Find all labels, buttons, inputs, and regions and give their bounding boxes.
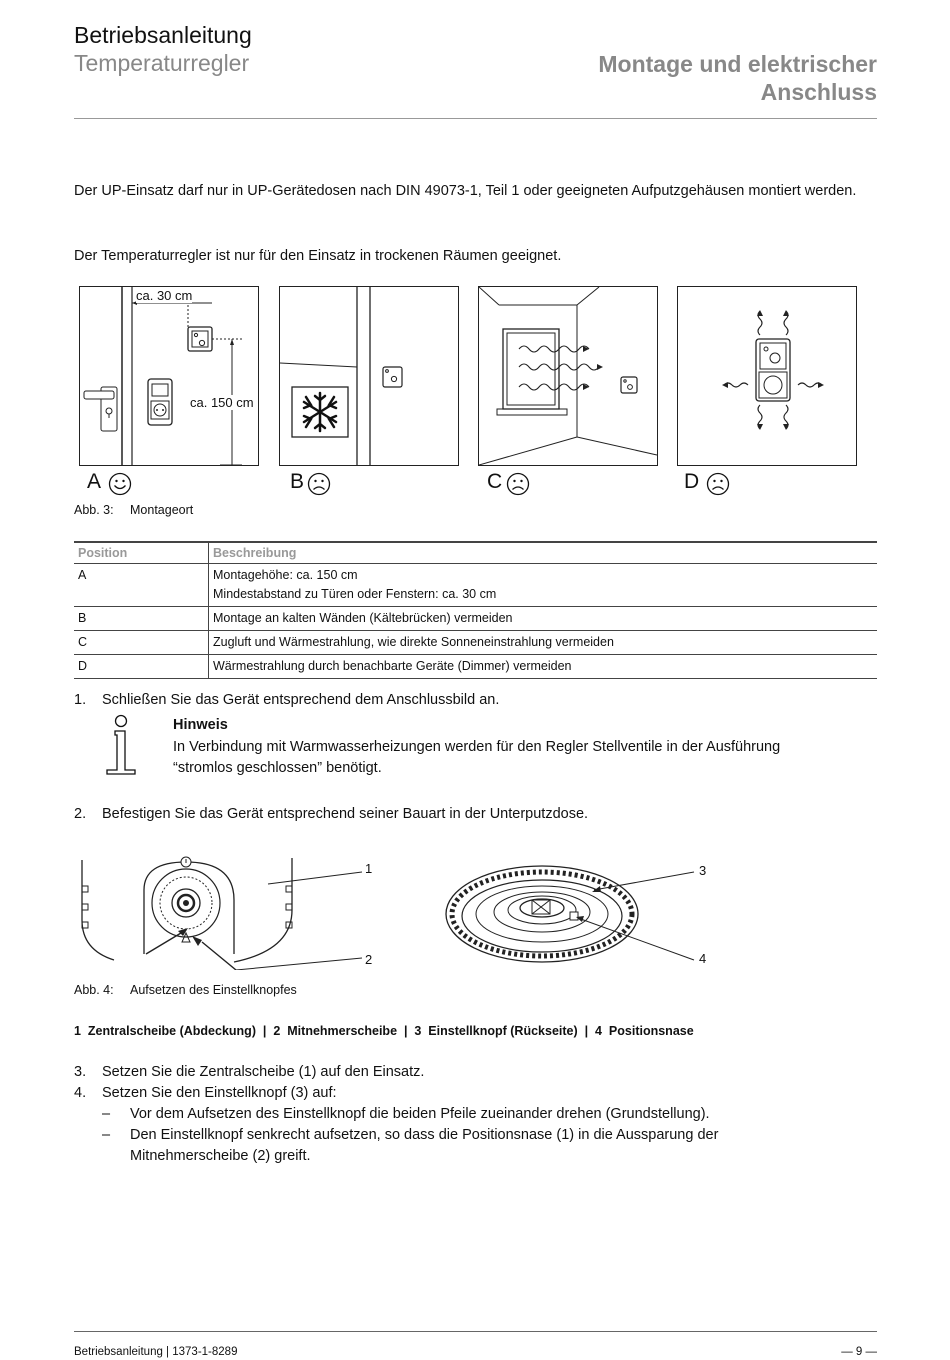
- figure-panel-a: [79, 286, 259, 466]
- table-header-row: [74, 542, 877, 564]
- sub-step-2-line2: Mitnehmerscheibe (2) greift.: [130, 1148, 311, 1164]
- footer-document-id: Betriebsanleitung | 1373-1-8289: [74, 1346, 238, 1358]
- step-2-text: Befestigen Sie das Gerät entsprechend seiner Bauart in der Unterputzdose.: [102, 806, 589, 822]
- table-cell-description: Zugluft und Wärmestrahlung, wie direkte Sonneneinstrahlung vermeiden: [209, 631, 878, 655]
- footer-rule: [74, 1331, 877, 1332]
- figure-panel-c: [478, 286, 658, 466]
- smiley-sad-icon: [307, 472, 331, 496]
- sub-step-dash: –: [102, 1127, 111, 1143]
- dimension-150cm: ca. 150 cm: [190, 395, 254, 410]
- intro-paragraph-1: Der UP-Einsatz darf nur in UP-Gerätedosen nach DIN 49073-1, Teil 1 oder geeigneten Aufputzgehäusen montiert werden.: [74, 183, 857, 199]
- step-4-text: Setzen Sie den Einstellknopf (3) auf:: [102, 1085, 337, 1101]
- note-line: In Verbindung mit Warmwasserheizungen werden für den Regler Stellventile in der Ausführung: [173, 739, 781, 755]
- section-title-line1: Montage und elektrischer: [598, 51, 877, 77]
- footer-page-number: — 9 —: [841, 1346, 877, 1358]
- figure4-legend: 1 Zentralscheibe (Abdeckung) | 2 Mitnehmerscheibe | 3 Einstellknopf (Rückseite) | 4 Positionsnase: [74, 1024, 694, 1038]
- table-header-description: Beschreibung: [209, 542, 878, 564]
- panel-label-c: C: [487, 470, 503, 493]
- table-cell-description: Wärmestrahlung durch benachbarte Geräte (Dimmer) vermeiden: [209, 655, 878, 679]
- figure4-label-2: 2: [365, 952, 373, 967]
- table-cell-position: B: [74, 607, 209, 631]
- note-line: “stromlos geschlossen” benötigt.: [173, 760, 382, 776]
- figure4-caption-text: Aufsetzen des Einstellknopfes: [130, 983, 297, 997]
- sub-step-1-text: Vor dem Aufsetzen des Einstellknopf die beiden Pfeile zueinander drehen (Grundstellung).: [130, 1106, 710, 1122]
- table-cell-description: [209, 564, 878, 607]
- figure3-caption-text: Montageort: [130, 503, 194, 517]
- dimension-30cm: ca. 30 cm: [136, 288, 193, 303]
- section-title-line2: Anschluss: [760, 79, 877, 105]
- smiley-sad-icon: [506, 472, 530, 496]
- step-3-text: Setzen Sie die Zentralscheibe (1) auf den Einsatz.: [102, 1064, 425, 1080]
- table-row: [74, 607, 877, 631]
- note-title: Hinweis: [173, 717, 228, 733]
- description-line: Montagehöhe: ca. 150 cm: [213, 568, 358, 582]
- info-icon: [104, 714, 138, 776]
- note-text: [173, 737, 780, 779]
- sub-step-dash: –: [102, 1106, 111, 1122]
- sub-step-2-line1: Den Einstellknopf senkrecht aufsetzen, so dass die Positionsnase (1) in die Aussparung der: [130, 1127, 719, 1143]
- table-cell-position: D: [74, 655, 209, 679]
- panel-label-b: B: [290, 470, 305, 493]
- figure4-label-1: 1: [365, 861, 373, 876]
- position-table: [74, 541, 877, 679]
- document-subtitle: Temperaturregler: [74, 50, 250, 76]
- table-row: [74, 655, 877, 679]
- step-2-number: 2.: [74, 806, 87, 822]
- table-cell-position: C: [74, 631, 209, 655]
- step-3-number: 3.: [74, 1064, 87, 1080]
- figure4-right-drawing: [444, 852, 707, 972]
- step-1-number: 1.: [74, 692, 87, 708]
- table-row: [74, 564, 877, 607]
- figure4-left-drawing: [74, 850, 394, 970]
- header-rule: [74, 118, 877, 119]
- figure4-label-4: 4: [699, 951, 707, 966]
- panel-label-d: D: [684, 470, 700, 493]
- figure4-caption-number: Abb. 4:: [74, 983, 114, 997]
- table-cell-description: Montage an kalten Wänden (Kältebrücken) vermeiden: [209, 607, 878, 631]
- figure3-caption-number: Abb. 3:: [74, 503, 114, 517]
- table-header-position: Position: [74, 542, 209, 564]
- smiley-sad-icon: [706, 472, 730, 496]
- figure4-label-3: 3: [699, 863, 707, 878]
- table-row: [74, 631, 877, 655]
- description-line: Mindestabstand zu Türen oder Fenstern: ca. 30 cm: [213, 587, 497, 601]
- figure-panel-b: [279, 286, 459, 466]
- smiley-happy-icon: [108, 472, 132, 496]
- panel-label-a: A: [87, 470, 102, 493]
- figure-panel-d: [677, 286, 857, 466]
- intro-paragraph-2: Der Temperaturregler ist nur für den Einsatz in trockenen Räumen geeignet.: [74, 248, 562, 264]
- step-4-number: 4.: [74, 1085, 87, 1101]
- document-title: Betriebsanleitung: [74, 22, 252, 48]
- section-title: [598, 50, 877, 106]
- step-1-text: Schließen Sie das Gerät entsprechend dem Anschlussbild an.: [102, 692, 500, 708]
- table-cell-position: A: [74, 564, 209, 607]
